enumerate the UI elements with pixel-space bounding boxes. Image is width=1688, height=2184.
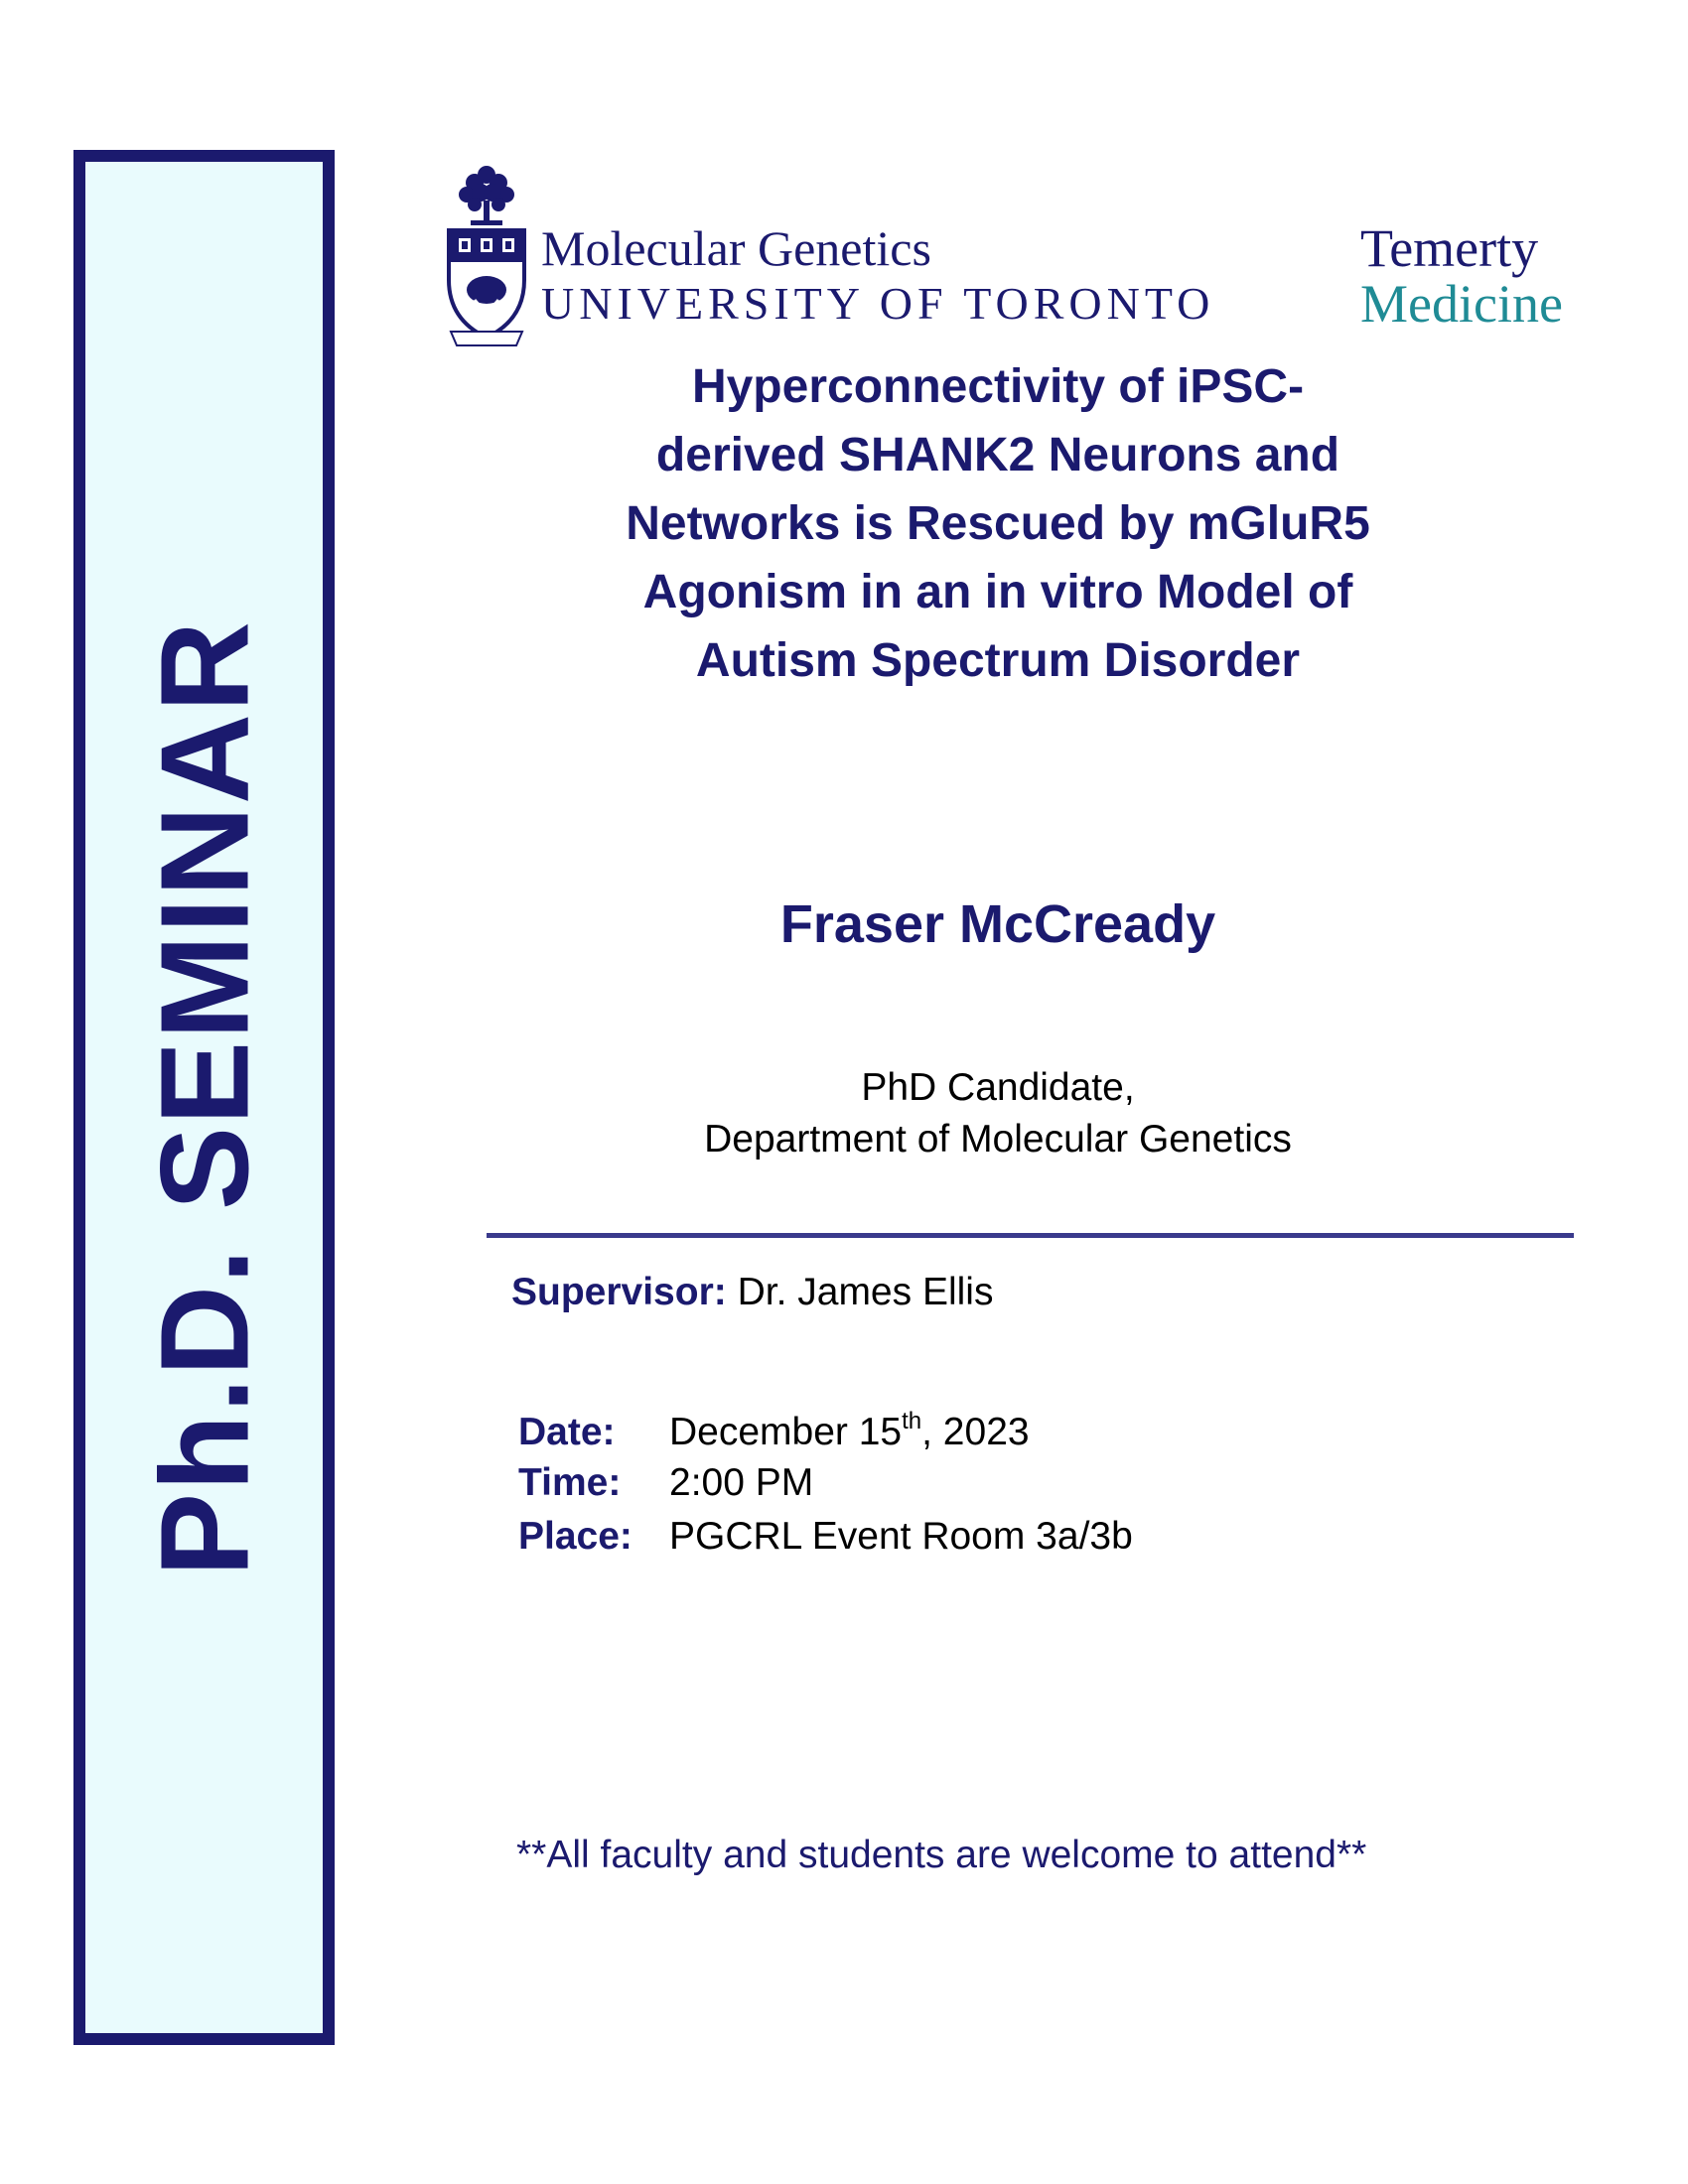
date-day: December 15: [669, 1411, 903, 1453]
speaker-name: Fraser McCready: [779, 894, 1216, 954]
seminar-banner: [73, 150, 335, 2045]
speaker-department: Department of Molecular Genetics: [704, 1118, 1292, 1160]
seminar-title: [516, 352, 1479, 695]
uoft-wordmark: [541, 220, 1214, 332]
department-name: Molecular Genetics: [541, 220, 931, 276]
title-line: derived SHANK2 Neurons and: [655, 429, 1340, 481]
welcome-note: **All faculty and students are welcome to attend**: [516, 1834, 1367, 1876]
date-row: [518, 1408, 1133, 1461]
university-name: UNIVERSITY OF TORONTO: [541, 278, 1215, 329]
time-row: [518, 1461, 1133, 1515]
faculty-line2: Medicine: [1360, 274, 1563, 334]
temerty-medicine-logo: [1360, 220, 1563, 332]
speaker-role: PhD Candidate,: [861, 1066, 1135, 1109]
place-value: PGCRL Event Room 3a/3b: [669, 1515, 1133, 1558]
speaker-affiliation: [516, 1062, 1479, 1165]
supervisor-name: Dr. James Ellis: [737, 1271, 994, 1313]
date-year: , 2023: [921, 1411, 1030, 1453]
supervisor-row: [511, 1271, 993, 1314]
time-label: Time:: [518, 1461, 622, 1504]
place-label: Place:: [518, 1515, 633, 1558]
supervisor-label: Supervisor:: [511, 1271, 727, 1313]
time-value: 2:00 PM: [669, 1461, 814, 1504]
title-line: Autism Spectrum Disorder: [695, 634, 1301, 687]
title-line: Hyperconnectivity of iPSC-: [691, 360, 1305, 413]
date-value: [669, 1408, 1030, 1454]
title-line: Networks is Rescued by mGluR5: [626, 497, 1370, 550]
uoft-crest-logo: [445, 161, 528, 349]
title-line: Agonism in an in vitro Model of: [642, 566, 1353, 618]
date-label: Date:: [518, 1411, 616, 1453]
place-row: [518, 1515, 1133, 1569]
divider-line: [487, 1233, 1574, 1238]
faculty-line1: Temerty: [1360, 218, 1539, 278]
banner-title: Ph.D. SEMINAR: [134, 618, 274, 1576]
event-details: [518, 1408, 1133, 1569]
date-suffix: th: [902, 1408, 922, 1434]
